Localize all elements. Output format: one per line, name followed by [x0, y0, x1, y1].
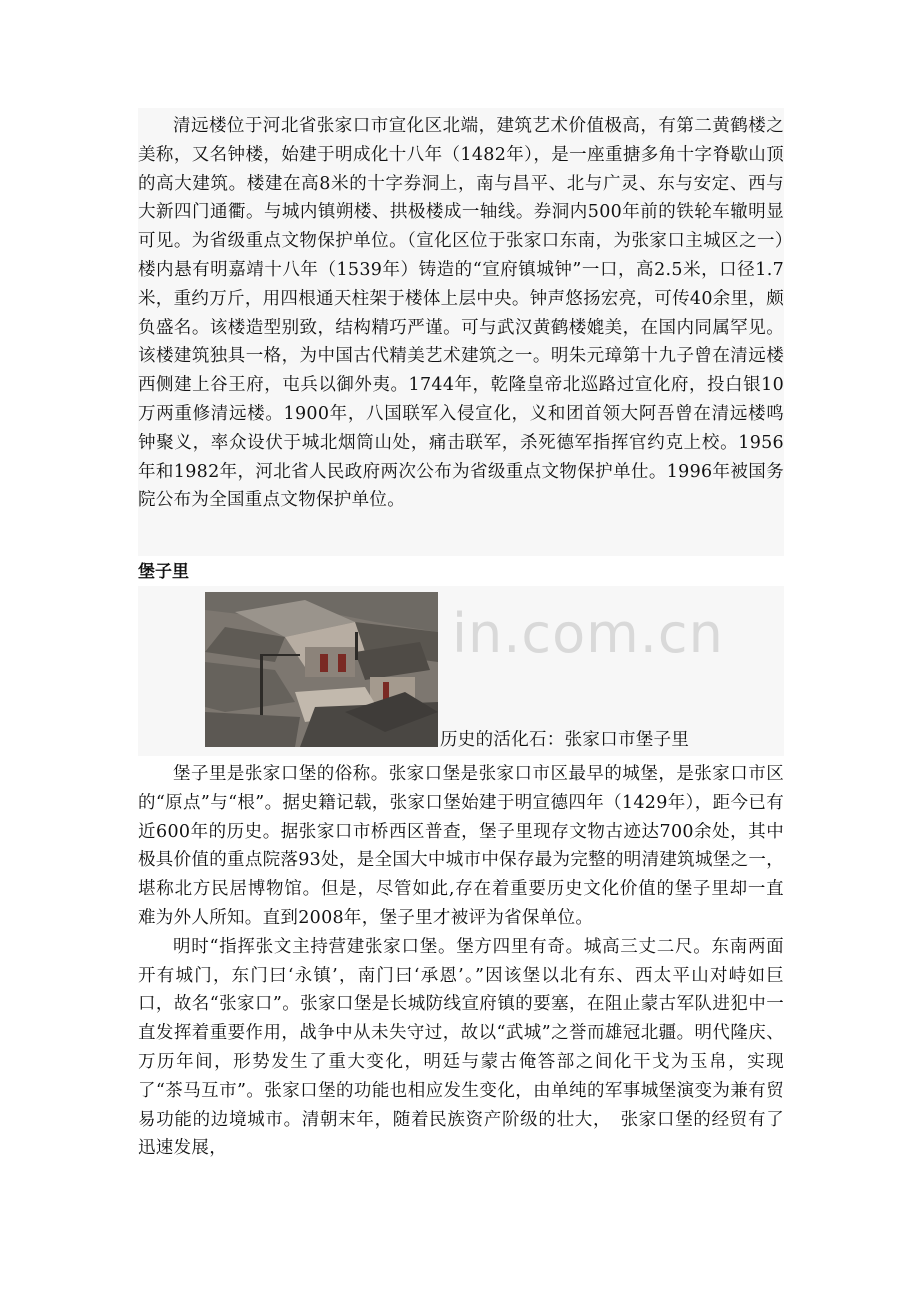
baozili-photo — [205, 592, 438, 747]
baozili-section — [138, 760, 784, 1163]
photo-caption: 历史的活化石：张家口市堡子里 — [440, 730, 690, 750]
paragraph: 堡子里是张家口堡的俗称。张家口堡是张家口市区最早的城堡，是张家口市区的“原点”与“根”。据史籍记载，张家口堡始建于明宣德四年（1429年），距今已有近600年的历史。据张家口市桥西区普查，堡子里现存文物古迹达700余处，其中极具价值的重点院落93处，是全国大中城市中保存最为完整的明清建筑城堡之一，堪称北方民居博物馆。但是，尽管如此,存在着重要历史文化价值的堡子里却一直难为外人所知。直到2008年，堡子里才被评为省保单位。 — [138, 764, 784, 928]
section-heading: 堡子里 — [138, 562, 189, 582]
paragraph: 明时“指挥张文主持营建张家口堡。堡方四里有奇。城高三丈二尺。东南两面开有城门，东门曰‘永镇’，南门曰‘承恩’。”因该堡以北有东、西太平山对峙如巨口，故名“张家口”。张家口堡是长城防线宣府镇的要塞，在阻止蒙古军队进犯中一直发挥着重要作用，战争中从未失守过，故以“武城”之誉而雄冠北疆。明代隆庆、万历年间，形势发生了重大变化，明廷与蒙古俺答部之间化干戈为玉帛，实现了“茶马互市”。张家口堡的功能也相应发生变化，由单纯的军事城堡演变为兼有贸易功能的边境城市。清朝末年，随着民族资产阶级的壮大， 张家口堡的经贸有了迅速发展， — [138, 936, 784, 1159]
qingyuan-tower-section — [138, 112, 784, 515]
paragraph: 清远楼位于河北省张家口市宣化区北端，建筑艺术价值极高，有第二黄鹤楼之美称，又名钟楼，始建于明成化十八年（1482年），是一座重搪多角十字脊歇山顶的高大建筑。楼建在高8米的十字券洞上，南与昌平、北与广灵、东与安定、西与大新四门通衢。与城内镇朔楼、拱极楼成一轴线。券洞内500年前的铁轮车辙明显可见。为省级重点文物保护单位。（宣化区位于张家口东南，为张家口主城区之一）楼内悬有明嘉靖十八年（1539年）铸造的“宣府镇城钟”一口，高2.5米，口径1.7米，重约万斤，用四根通天柱架于楼体上层中央。钟声悠扬宏亮，可传40余里，颇负盛名。该楼造型别致，结构精巧严谨。可与武汉黄鹤楼媲美，在国内同属罕见。该楼建筑独具一格，为中国古代精美艺术建筑之一。明朱元璋第十九子曾在清远楼西侧建上谷王府，屯兵以御外夷。1744年，乾隆皇帝北巡路过宣化府，投白银10万两重修清远楼。1900年，八国联军入侵宣化，义和团首领大阿吾曾在清远楼鸣钟聚义，率众设伏于城北烟筒山处，痛击联军，杀死德军指挥官约克上校。1956年和1982年，河北省人民政府两次公布为省级重点文物保护单仕。1996年被国务院公布为全国重点文物保护单位。 — [138, 116, 784, 511]
watermark: in.com.cn — [452, 602, 724, 665]
